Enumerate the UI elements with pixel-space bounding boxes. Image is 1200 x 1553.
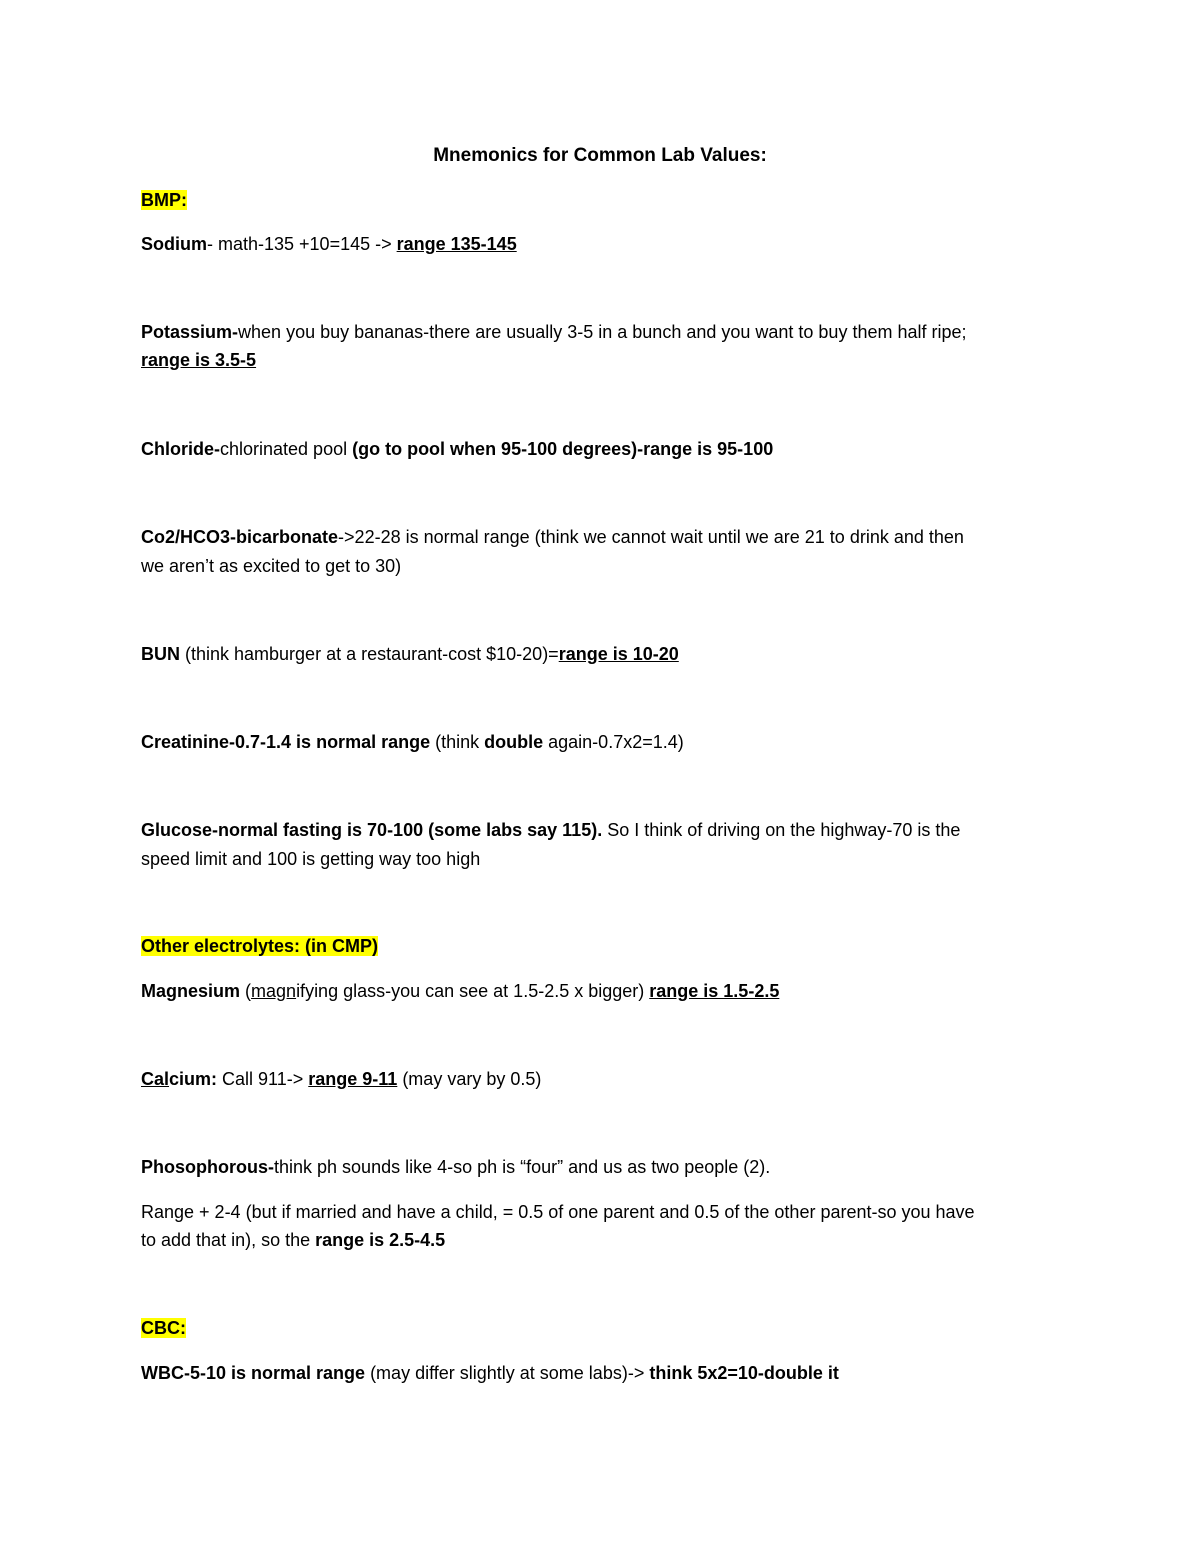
calcium-text-2: (may vary by 0.5) [397, 1069, 542, 1089]
bmp-heading [141, 187, 187, 213]
sodium-text: - math-135 +10=145 -> [207, 234, 397, 254]
creatinine-line [141, 729, 684, 755]
magnesium-open: ( [240, 981, 252, 1001]
phosphorus-line [141, 1154, 770, 1180]
wbc-line [141, 1360, 839, 1386]
bicarb-text: ->22-28 is normal range (think we cannot wait until we are 21 to drink and then [338, 527, 964, 547]
glucose-line [141, 817, 960, 843]
potassium-line [141, 319, 967, 345]
wbc-bold: think 5x2=10-double it [649, 1363, 839, 1383]
potassium-name: Potassium- [141, 322, 239, 342]
creatinine-bold: double [484, 732, 544, 752]
phosphorus-line-3 [141, 1227, 445, 1253]
glucose-line-2 [141, 846, 480, 872]
bicarb-line-2 [141, 553, 401, 579]
chloride-line [141, 436, 773, 462]
page-title: Mnemonics for Common Lab Values: [433, 145, 767, 166]
cbc-heading [141, 1315, 186, 1341]
bicarb-line [141, 524, 964, 550]
glucose-text: So I think of driving on the highway-70 is the [602, 820, 961, 840]
chloride-bold: (go to pool when 95-100 degrees)-range is 95-100 [352, 439, 774, 459]
bun-range: range is 10-20 [558, 644, 679, 664]
bmp-heading-text: BMP: [141, 190, 187, 210]
potassium-range: range is 3.5-5 [141, 350, 257, 370]
potassium-text: when you buy bananas-there are usually 3-5 in a bunch and you want to buy them half ripe; [238, 322, 967, 342]
sodium-range: range 135-145 [396, 234, 517, 254]
calcium-range: range 9-11 [308, 1069, 398, 1089]
chloride-text: chlorinated pool [220, 439, 353, 459]
bicarb-name: Co2/HCO3-bicarbonate [141, 527, 339, 547]
phosphorus-text: think ph sounds like 4-so ph is “four” and us as two people (2). [274, 1157, 771, 1177]
magnesium-text: ifying glass-you can see at 1.5-2.5 x bigger) [296, 981, 650, 1001]
magnesium-underlined: magn [251, 981, 297, 1001]
glucose-text-2: speed limit and 100 is getting way too high [141, 849, 481, 869]
other-heading-text: Other electrolytes: (in CMP) [141, 936, 379, 956]
magnesium-range: range is 1.5-2.5 [649, 981, 780, 1001]
phosphorus-text-2: Range + 2-4 (but if married and have a child, = 0.5 of one parent and 0.5 of the other parent-so you have [141, 1202, 975, 1222]
magnesium-line [141, 978, 779, 1004]
magnesium-name: Magnesium [141, 981, 241, 1001]
bun-name: BUN [141, 644, 180, 664]
creatinine-text-2: again-0.7x2=1.4) [543, 732, 684, 752]
calcium-text: Call 911-> [217, 1069, 309, 1089]
calcium-line [141, 1066, 541, 1092]
phosphorus-name: Phosophorous- [141, 1157, 274, 1177]
phosphorus-text-3: to add that in), so the [141, 1230, 316, 1250]
wbc-text: (may differ slightly at some labs)-> [365, 1363, 650, 1383]
creatinine-text: (think [430, 732, 485, 752]
sodium-line [141, 231, 517, 257]
chloride-name: Chloride- [141, 439, 220, 459]
phosphorus-range: range is 2.5-4.5 [315, 1230, 446, 1250]
bun-text: (think hamburger at a restaurant-cost $10-20)= [180, 644, 559, 664]
creatinine-name: Creatinine-0.7-1.4 is normal range [141, 732, 431, 752]
phosphorus-line-2 [141, 1199, 975, 1225]
calcium-name-rest: cium: [169, 1069, 218, 1089]
sodium-name: Sodium [141, 234, 207, 254]
other-heading [141, 933, 378, 959]
glucose-name: Glucose-normal fasting is 70-100 (some labs say 115). [141, 820, 603, 840]
bun-line [141, 641, 679, 667]
potassium-range-line [141, 347, 256, 373]
calcium-name-underlined: Cal [141, 1069, 170, 1089]
bicarb-text-2: we aren’t as excited to get to 30) [141, 556, 402, 576]
cbc-heading-text: CBC: [141, 1318, 186, 1338]
wbc-name: WBC-5-10 is normal range [141, 1363, 366, 1383]
